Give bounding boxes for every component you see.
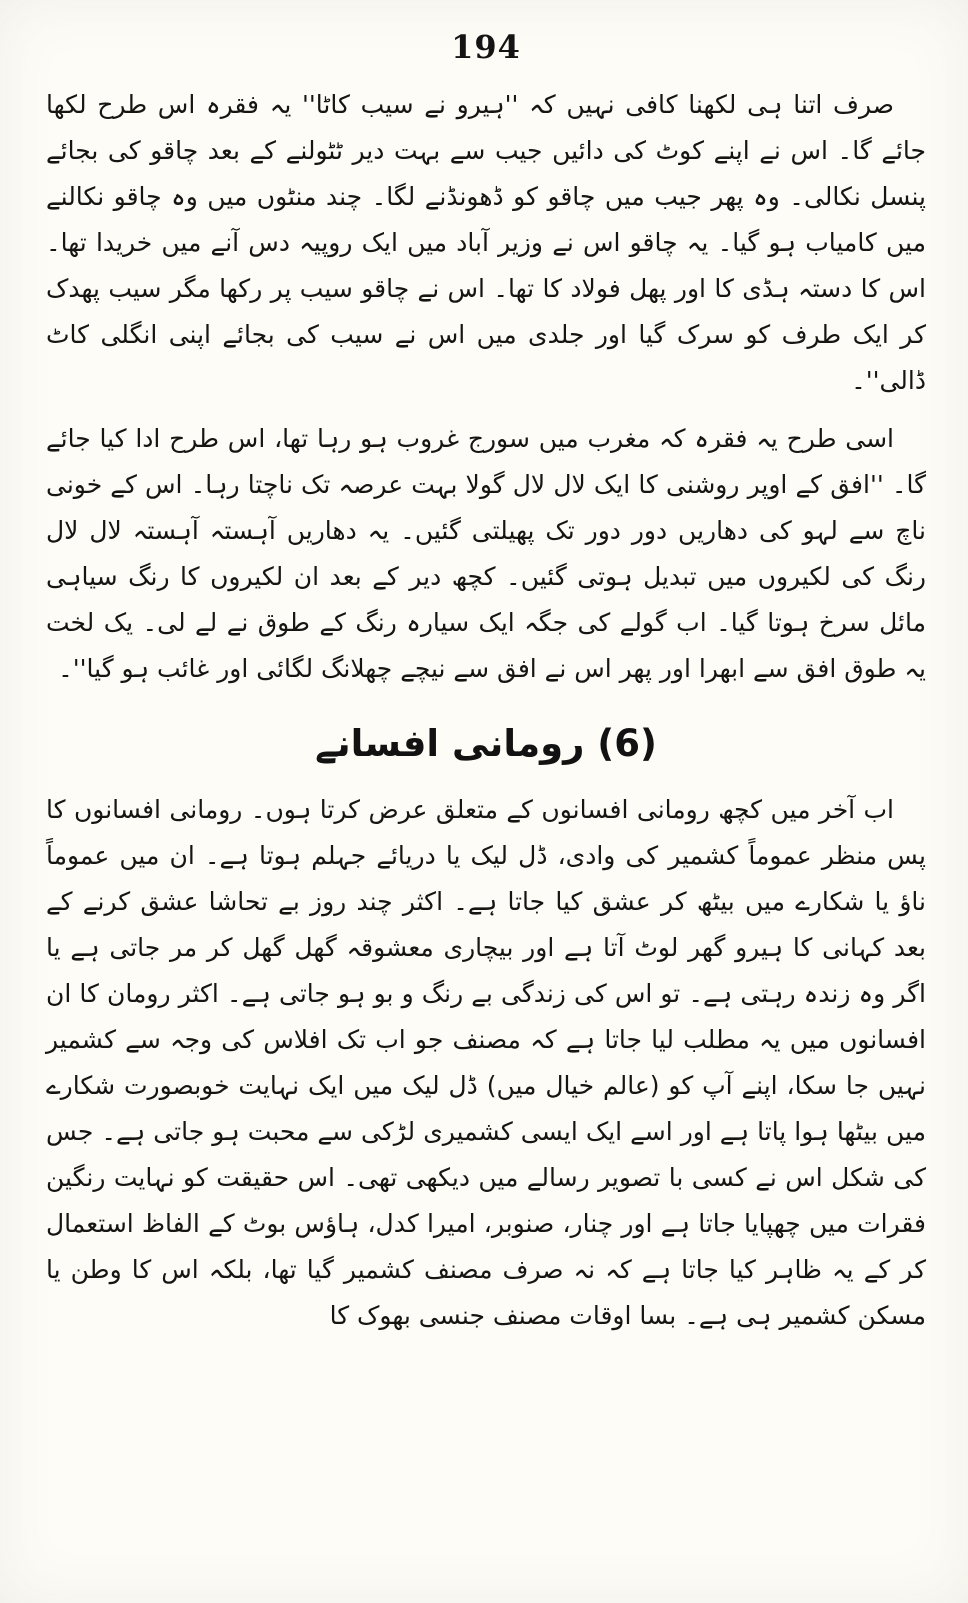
section-heading-romantic-stories: (6) رومانی افسانے	[315, 722, 657, 765]
page-number: 194	[451, 28, 521, 66]
paragraph-romantic-stories: اب آخر میں کچھ رومانی افسانوں کے متعلق عرض کرتا ہوں۔ رومانی افسانوں کا پس منظر عموماً کشمیر کی وادی، ڈل لیک یا دریائے جہلم ہوتا ہے۔ ان میں عموماً ناؤ یا شکارے میں بیٹھ کر عشق کیا جاتا ہے۔ اکثر چند روز بے تحاشا عشق کرنے کے بعد کہانی کا ہیرو گھر لوٹ آتا ہے اور بیچاری معشوقہ گھل گھل کر مر جاتی ہے یا اگر وہ زندہ رہتی ہے۔ تو اس کی زندگی بے رنگ و بو ہو جاتی ہے۔ اکثر رومان کا ان افسانوں میں یہ مطلب لیا جاتا ہے کہ مصنف جو اب تک افلاس کی وجہ سے کشمیر نہیں جا سکا، اپنے آپ کو (عالم خیال میں) ڈل لیک میں ایک نہایت خوبصورت شکارے میں بیٹھا ہوا پاتا ہے اور اسے ایک ایسی کشمیری لڑکی سے محبت ہو جاتی ہے۔ جس کی شکل اس نے کسی با تصویر رسالے میں دیکھی تھی۔ اس حقیقت کو نہایت رنگین فقرات میں چھپایا جاتا ہے اور چنار، صنوبر، امیرا کدل، ہاؤس بوٹ کے الفاظ استعمال کر کے یہ ظاہر کیا جاتا ہے کہ نہ صرف مصنف کشمیر گیا تھا، بلکہ اس کا وطن یا مسکن کشمیر ہی ہے۔ بسا اوقات مصنف جنسی بھوک کا	[46, 795, 926, 1330]
paragraph-apple-sentence: صرف اتنا ہی لکھنا کافی نہیں کہ ''ہیرو نے سیب کاٹا'' یہ فقرہ اس طرح لکھا جائے گا۔ اس نے اپنے کوٹ کی دائیں جیب سے بہت دیر ٹٹولنے کے بعد چاقو کی بجائے پنسل نکالی۔ وہ پھر جیب میں چاقو کو ڈھونڈنے لگا۔ چند منٹوں میں وہ چاقو نکالنے میں کامیاب ہو گیا۔ یہ چاقو اس نے وزیر آباد میں ایک روپیہ دس آنے میں خریدا تھا۔ اس کا دستہ ہڈی کا اور پھل فولاد کا تھا۔ اس نے چاقو سیب پر رکھا مگر سیب پھدک کر ایک طرف کو سرک گیا اور جلدی میں اس نے سیب کی بجائے اپنی انگلی کاٹ ڈالی''۔	[46, 90, 926, 395]
paragraph-sunset-sentence: اسی طرح یہ فقرہ کہ مغرب میں سورج غروب ہو رہا تھا، اس طرح ادا کیا جائے گا۔ ''افق کے اوپر روشنی کا ایک لال لال گولا بہت عرصہ تک ناچتا رہا۔ اس کے خونی ناچ سے لہو کی دھاریں دور دور تک پھیلتی گئیں۔ یہ دھاریں آہستہ آہستہ لال لال رنگ کی لکیروں میں تبدیل ہوتی گئیں۔ کچھ دیر کے بعد ان لکیروں کا رنگ سیاہی مائل سرخ ہوتا گیا۔ اب گولے کی جگہ ایک سیارہ رنگ کے طوق نے لے لی۔ یک لخت یہ طوق افق سے ابھرا اور پھر اس نے افق سے نیچے چھلانگ لگائی اور غائب ہو گیا''۔	[46, 424, 926, 683]
body-text	[46, 82, 926, 1339]
